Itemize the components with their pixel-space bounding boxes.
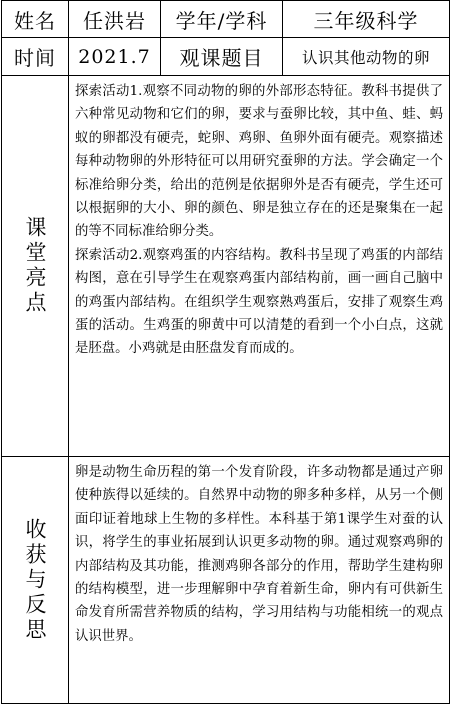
reflection-label: 收获与反思 xyxy=(23,517,47,643)
reflection-paragraph-1: 卵是动物生命历程的第一个发育阶段，许多动物都是通过产卵使种族得以延续的。自然界中动物的卵多种多样，从另一个侧面印证着地球上生物的多样性。本科基于第1课学生对蚕的认识，将学生的事业拓展到认识更多动物的卵。通过观察鸡卵的内部结构及其功能，推测鸡卵各部分的作用，帮助学生建构卵的结构模型，进一步理解卵中孕育着新生命，卵内有可供新生命发育所需营养物质的结构，学习用结构与功能相统一的观点认识世界。 xyxy=(75,465,443,644)
topic-value-cell xyxy=(282,37,450,76)
topic-label-cell xyxy=(160,37,283,76)
topic-value: 认识其他动物的卵 xyxy=(301,48,430,67)
name-value-cell xyxy=(68,0,161,38)
highlights-paragraph-2: 探索活动2.观察鸡蛋的内容结构。教科书呈现了鸡蛋的内部结构图，意在引导学生在观察鸡蛋内部结构前，画一画自己脑中的鸡蛋内部结构。在组织学生观察熟鸡蛋后，安排了观察生鸡蛋的活动。生鸡蛋的卵黄中可以清楚的看到一个小白点，这就是胚盘。小鸡就是由胚盘发育而成的。 xyxy=(75,247,443,357)
highlights-content xyxy=(68,75,450,457)
subject-label-cell xyxy=(160,0,283,38)
highlights-label-cell xyxy=(1,75,69,457)
time-value-cell xyxy=(68,37,161,76)
reflection-label-cell xyxy=(1,456,69,704)
name-value: 任洪岩 xyxy=(83,8,146,33)
observation-form xyxy=(1,0,450,704)
reflection-content xyxy=(68,456,450,704)
name-label: 姓名 xyxy=(14,8,56,33)
subject-label: 学年/学科 xyxy=(175,8,268,33)
highlights-paragraph-1: 探索活动1.观察不同动物的卵的外部形态特征。教科书提供了六种常见动物和它们的卵，要求与蚕卵比较，其中鱼、蛙、蚂蚁的卵都没有硬壳，蛇卵、鸡卵、鱼卵外面有硬壳。观察描述每种动物卵的外形特征可以用研究蚕卵的方法。学会确定一个标准给卵分类，给出的范例是依据卵外是否有硬壳，学生还可以根据卵的大小、卵的颜色、卵是独立存在的还是聚集在一起的等不同标准给卵分类。 xyxy=(75,84,443,240)
subject-value: 三年级科学 xyxy=(313,8,419,33)
highlights-label: 课堂亮点 xyxy=(23,216,47,316)
name-label-cell xyxy=(1,0,69,38)
subject-value-cell xyxy=(282,0,450,38)
time-value: 2021.7 xyxy=(78,45,151,68)
topic-label: 观课题目 xyxy=(179,46,264,70)
time-label-cell xyxy=(1,37,69,76)
time-label: 时间 xyxy=(14,46,56,70)
